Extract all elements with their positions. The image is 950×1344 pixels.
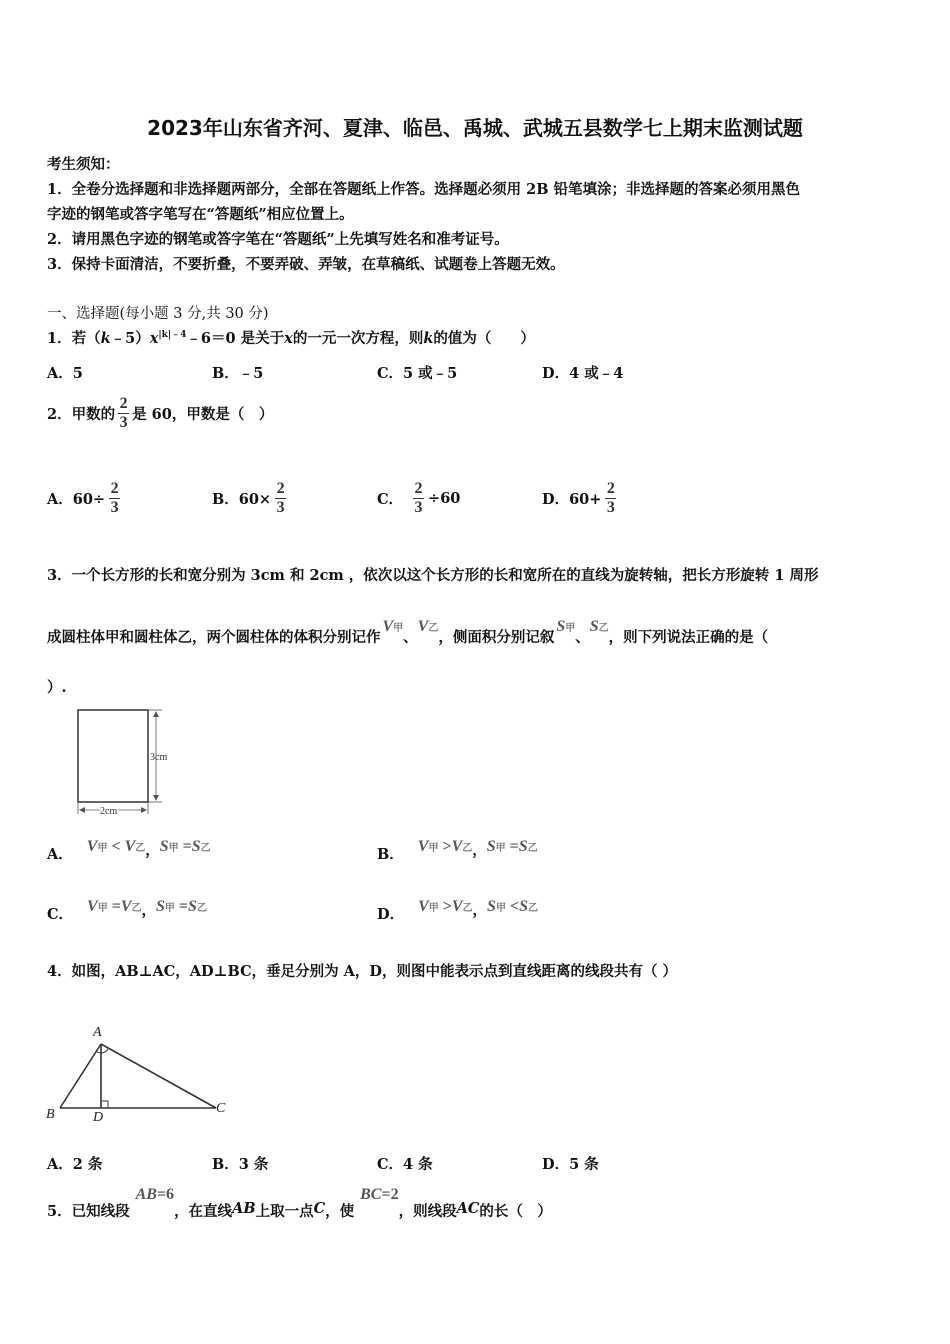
q2-c-suffix: ÷60 xyxy=(428,490,461,507)
segment-ac xyxy=(101,1044,216,1108)
sym-s: S xyxy=(518,838,528,855)
sub-jia: 甲 xyxy=(495,903,506,914)
sym-ab: AB xyxy=(135,1186,157,1203)
question-4: 4．如图，AB⊥AC，AD⊥BC，垂足分别为 A，D，则图中能表示点到直线距离的线段共有（ ） xyxy=(47,963,678,980)
label-b: B xyxy=(46,1107,55,1122)
rectangle-figure xyxy=(70,706,180,822)
op-eq: = xyxy=(509,838,519,855)
sym-s: S xyxy=(188,898,197,915)
q4-option-c[interactable]: C．4 条 xyxy=(377,1156,433,1173)
q5-prefix: 5．已知线段 xyxy=(47,1203,130,1220)
q3-d-expression xyxy=(418,898,472,916)
q3-v-yi xyxy=(418,618,439,636)
sym-s: S xyxy=(486,838,496,855)
frac-num: 2 xyxy=(276,480,285,497)
q3-a-expression xyxy=(87,838,145,856)
sub-yi: 乙 xyxy=(527,903,538,914)
q3-line-1: 3．一个长方形的长和宽分别为 3cm 和 2cm ，依次以这个长方形的长和宽所在的直线为旋转轴，把长方形旋转 1 周形 xyxy=(47,567,819,584)
q3-text-e: ，则下列说法正确的是（ xyxy=(608,629,769,646)
option-label: D． xyxy=(377,906,405,923)
q3-line-2 xyxy=(47,618,768,647)
rectangle xyxy=(78,710,148,802)
q1-mid3: 的一元一次方程，则 xyxy=(292,330,424,347)
val-2: =2 xyxy=(381,1186,399,1203)
q2-b-fraction xyxy=(275,480,286,517)
page-title: 2023年山东省齐河、夏津、临邑、禹城、武城五县数学七上期末监测试题 xyxy=(147,116,803,140)
comma: ， xyxy=(145,842,160,859)
label-a: A xyxy=(93,1025,102,1040)
q5-mid1: ，在直线 xyxy=(174,1203,233,1220)
q3-b-expression xyxy=(418,838,472,856)
q1-suffix: 的值为（ ） xyxy=(433,330,535,347)
sub-yi: 乙 xyxy=(200,843,211,854)
q2-num: 2 xyxy=(119,395,128,412)
q4-option-a[interactable]: A．2 条 xyxy=(47,1156,103,1173)
sym-s: S xyxy=(589,618,599,635)
op-lt: < xyxy=(509,898,520,915)
q2-option-b[interactable] xyxy=(212,480,286,517)
notice-heading: 考生须知： xyxy=(47,156,120,173)
frac-den: 3 xyxy=(110,499,119,516)
notice-item-2: 2．请用黑色字迹的钢笔或答字笔在“答题纸”上先填写姓名和准考证号。 xyxy=(47,231,509,248)
op-gt: > xyxy=(442,838,452,855)
frac-num: 2 xyxy=(110,480,119,497)
option-label: B． xyxy=(377,846,404,863)
q3-text-a: 成圆柱体甲和圆柱体乙，两个圆柱体的体积分别记作 xyxy=(47,629,381,646)
height-label: 3cm xyxy=(150,752,168,763)
q1-prefix: 1．若（ xyxy=(47,330,101,347)
q5-ab-eq-6 xyxy=(136,1186,174,1204)
q2-den: 3 xyxy=(119,414,128,431)
q1-option-d[interactable]: D．4 或﹣4 xyxy=(542,365,624,382)
q1-option-a[interactable]: A．5 xyxy=(47,365,83,382)
q3-a-expression-2 xyxy=(160,838,211,856)
q2-option-a[interactable] xyxy=(47,480,120,517)
sym-s: S xyxy=(487,898,496,915)
right-angle-mark xyxy=(101,1101,108,1108)
op-eq: = xyxy=(182,838,192,855)
val-6: =6 xyxy=(156,1186,175,1203)
q3-option-a[interactable] xyxy=(47,838,211,864)
q5-mid4: ，则线段 xyxy=(398,1203,457,1220)
sym-v: V xyxy=(382,618,394,635)
label-c: C xyxy=(216,1101,226,1116)
sub-yi: 乙 xyxy=(131,903,142,914)
sub-jia: 甲 xyxy=(168,843,179,854)
q3-s-jia xyxy=(556,618,575,636)
q3-c-expression-2 xyxy=(156,898,207,916)
question-1 xyxy=(47,327,535,348)
q2-option-c[interactable] xyxy=(377,480,460,517)
q3-option-c[interactable] xyxy=(47,898,207,924)
sym-v: V xyxy=(451,898,463,915)
segment-ab xyxy=(60,1044,101,1108)
width-label: 2cm xyxy=(100,806,118,817)
q5-bc-eq-2 xyxy=(360,1186,398,1204)
sym-v: V xyxy=(124,838,136,855)
q5-suffix: 的长（ ） xyxy=(479,1203,552,1220)
sub-yi: 乙 xyxy=(598,623,609,634)
q2-a-fraction xyxy=(109,480,120,517)
sub-jia: 甲 xyxy=(393,623,404,634)
q3-b-expression-2 xyxy=(487,838,538,856)
notice-item-1-cont: 字迹的钢笔或答字笔写在“答题纸”相应位置上。 xyxy=(47,206,354,223)
triangle-figure xyxy=(40,1018,240,1126)
sym-v: V xyxy=(87,898,98,915)
sym-bc: BC xyxy=(360,1186,382,1203)
op-lt: < xyxy=(111,838,121,855)
option-label: C． xyxy=(47,906,74,923)
q4-option-b[interactable]: B．3 条 xyxy=(212,1156,269,1173)
sym-s: S xyxy=(556,618,566,635)
sym-s: S xyxy=(191,838,201,855)
q3-option-b[interactable] xyxy=(377,838,538,864)
q1-x2: x xyxy=(284,330,293,347)
q1-k: k xyxy=(100,330,111,347)
sub-jia: 甲 xyxy=(565,623,576,634)
q1-k2: k xyxy=(423,330,434,347)
q2-d-label: D．60+ xyxy=(542,491,602,508)
q2-b-label: B．60× xyxy=(212,491,272,508)
sub-jia: 甲 xyxy=(97,903,108,914)
notice-item-1: 1．全卷分选择题和非选择题两部分，全部在答题纸上作答。选择题必须用 2B 铅笔填涂；非选择题的答案必须用黑色 xyxy=(47,181,801,198)
q4-option-d[interactable]: D．5 条 xyxy=(542,1156,599,1173)
sub-jia: 甲 xyxy=(164,903,175,914)
sub-jia: 甲 xyxy=(428,903,439,914)
frac-den: 3 xyxy=(606,499,615,516)
q2-option-d[interactable] xyxy=(542,480,616,517)
option-label: A． xyxy=(47,846,73,863)
section-heading: 一、选择题(每小题 3 分,共 30 分) xyxy=(47,306,269,322)
q1-option-c[interactable]: C．5 或﹣5 xyxy=(377,365,458,382)
sub-jia: 甲 xyxy=(495,843,506,854)
sym-v: V xyxy=(417,618,429,635)
sym-v: V xyxy=(86,838,98,855)
question-5 xyxy=(47,1186,552,1221)
q2-a-label: A．60÷ xyxy=(47,491,106,508)
sub-yi: 乙 xyxy=(428,623,439,634)
q5-c: C xyxy=(313,1200,326,1217)
sym-v: V xyxy=(120,898,132,915)
q3-line-3: ）. xyxy=(47,679,67,696)
notice-item-3: 3．保持卡面清洁，不要折叠，不要弄破、弄皱，在草稿纸、试题卷上答题无效。 xyxy=(47,256,565,273)
sub-yi: 乙 xyxy=(462,843,473,854)
q3-text-b: 、 xyxy=(403,629,418,646)
sub-yi: 乙 xyxy=(462,903,473,914)
q2-c-fraction xyxy=(413,480,424,517)
q2-d-fraction xyxy=(605,480,616,517)
q5-ac: AC xyxy=(456,1200,480,1217)
op-gt: > xyxy=(442,898,452,915)
q5-ab2: AB xyxy=(232,1200,256,1217)
sub-jia: 甲 xyxy=(97,843,108,854)
sym-s: S xyxy=(159,838,169,855)
q3-s-yi xyxy=(590,618,609,636)
question-2 xyxy=(47,395,273,432)
q1-mid2: ﹣6＝0 是关于 xyxy=(186,330,285,347)
q1-x: x xyxy=(149,330,159,347)
comma: ， xyxy=(472,842,487,859)
comma: ， xyxy=(472,902,488,919)
op-eq: = xyxy=(178,898,189,915)
q2-suffix: 是 60，甲数是（ ） xyxy=(132,406,274,423)
q2-prefix: 2．甲数的 xyxy=(47,406,116,423)
frac-num: 2 xyxy=(414,480,423,497)
sym-v: V xyxy=(418,898,429,915)
sub-jia: 甲 xyxy=(428,843,439,854)
op-eq: = xyxy=(111,898,121,915)
q1-option-b[interactable]: B．﹣5 xyxy=(212,365,264,382)
sym-s: S xyxy=(156,898,165,915)
label-d: D xyxy=(93,1110,104,1125)
frac-den: 3 xyxy=(414,499,423,516)
q2-fraction xyxy=(118,395,129,432)
q5-mid3: ，使 xyxy=(325,1203,355,1220)
sub-yi: 乙 xyxy=(135,843,146,854)
sub-yi: 乙 xyxy=(196,903,207,914)
sym-s: S xyxy=(519,898,528,915)
frac-num: 2 xyxy=(606,480,615,497)
q1-mid1: ﹣5） xyxy=(110,330,150,347)
q3-v-jia xyxy=(383,618,404,636)
frac-den: 3 xyxy=(276,499,285,516)
sym-v: V xyxy=(451,838,463,855)
q3-option-d[interactable] xyxy=(377,898,538,924)
q3-text-d: 、 xyxy=(575,629,590,646)
sub-yi: 乙 xyxy=(527,843,538,854)
q1-exponent: |k|﹣4 xyxy=(158,330,187,341)
q5-mid2: 上取一点 xyxy=(255,1203,314,1220)
comma: ， xyxy=(141,902,157,919)
q2-c-label: C． xyxy=(377,491,404,508)
q3-text-c: ，侧面积分别记叙 xyxy=(438,629,555,646)
q3-c-expression xyxy=(87,898,141,916)
sym-v: V xyxy=(417,838,429,855)
q3-d-expression-2 xyxy=(487,898,538,916)
